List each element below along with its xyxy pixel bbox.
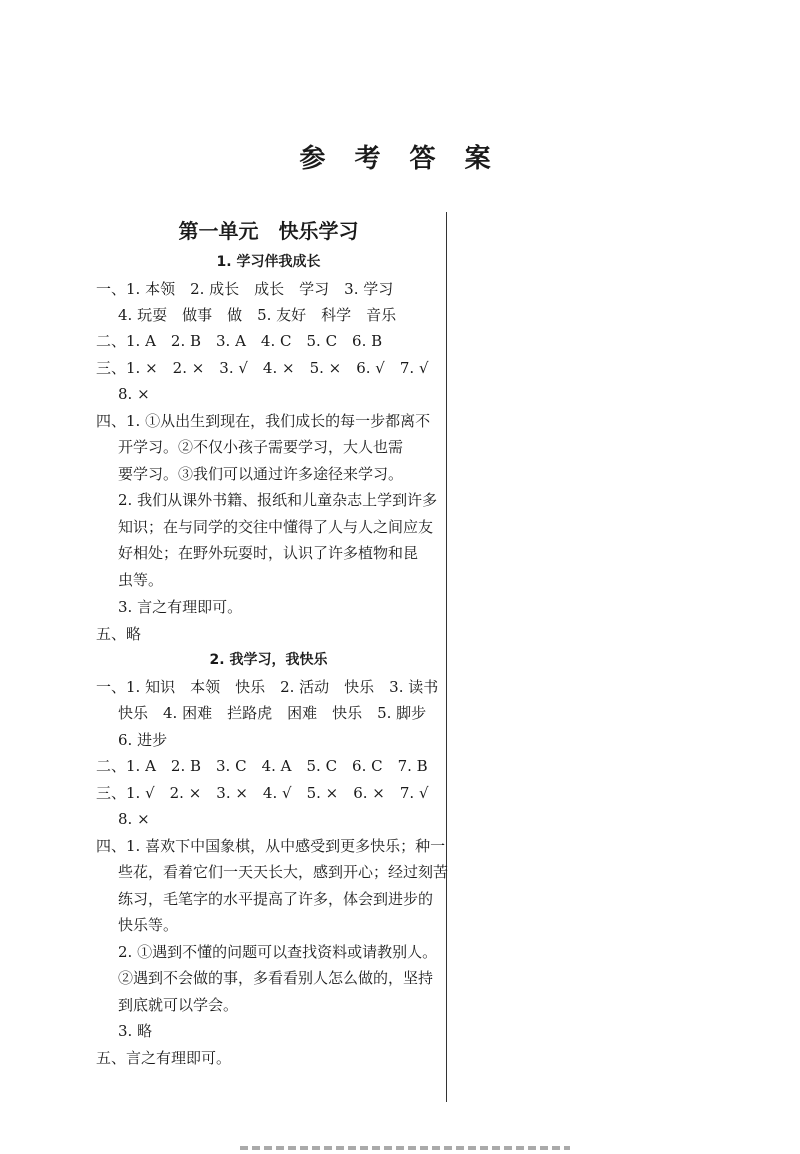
answer-line: 二、1. A 2. B 3. A 4. C 5. C 6. B xyxy=(96,332,383,350)
answer-line: 好相处；在野外玩耍时，认识了许多植物和昆 xyxy=(118,544,419,562)
answer-line: 8. × xyxy=(118,810,150,828)
answer-line: 到底就可以学会。 xyxy=(118,996,239,1014)
answer-line: 要学习。③我们可以通过许多途径来学习。 xyxy=(118,465,404,483)
answer-line: 6. 进步 xyxy=(118,731,168,749)
answer-line: 二、1. A 2. B 3. C 4. A 5. C 6. C 7. B xyxy=(96,757,428,775)
lesson-heading-1: 1. 学习伴我成长 xyxy=(216,254,321,270)
answer-line: 四、1. ①从出生到现在，我们成长的每一步都离不 xyxy=(96,412,431,430)
answer-line: 知识；在与同学的交往中懂得了人与人之间应友 xyxy=(118,518,434,536)
column-divider xyxy=(446,212,447,1102)
answer-line: 4. 玩耍 做事 做 5. 友好 科学 音乐 xyxy=(118,306,397,324)
answer-line: 2. 我们从课外书籍、报纸和儿童杂志上学到许多 xyxy=(118,491,438,509)
answer-line: ②遇到不会做的事，多看看别人怎么做的，坚持 xyxy=(118,969,434,987)
answer-line: 些花，看着它们一天天长大，感到开心；经过刻苦 xyxy=(118,863,449,881)
lesson-heading-2: 2. 我学习，我快乐 xyxy=(209,652,328,668)
answer-line: 四、1. 喜欢下中国象棋，从中感受到更多快乐；种一 xyxy=(96,837,446,855)
answer-line: 2. ①遇到不懂的问题可以查找资料或请教别人。 xyxy=(118,943,438,961)
answer-line: 3. 言之有理即可。 xyxy=(118,598,243,616)
answer-line: 三、1. × 2. × 3. √ 4. × 5. × 6. √ 7. √ xyxy=(96,359,429,377)
answer-line: 三、1. √ 2. × 3. × 4. √ 5. × 6. × 7. √ xyxy=(96,784,429,802)
answer-line: 开学习。②不仅小孩子需要学习，大人也需 xyxy=(118,438,404,456)
answer-line: 练习，毛笔字的水平提高了许多，体会到进步的 xyxy=(118,890,434,908)
answer-line: 虫等。 xyxy=(118,571,164,589)
unit-heading-1: 第一单元 快乐学习 xyxy=(178,219,359,243)
answer-line: 快乐等。 xyxy=(118,916,179,934)
cropped-footer xyxy=(240,1146,570,1150)
page-title: 参 考 答 案 xyxy=(299,144,501,174)
answer-line: 五、略 xyxy=(96,625,142,643)
answer-line: 一、1. 知识 本领 快乐 2. 活动 快乐 3. 读书 xyxy=(96,678,439,696)
answer-line: 一、1. 本领 2. 成长 成长 学习 3. 学习 xyxy=(96,280,394,298)
answer-line: 五、言之有理即可。 xyxy=(96,1049,232,1067)
answer-line: 3. 略 xyxy=(118,1022,153,1040)
answer-line: 快乐 4. 困难 拦路虎 困难 快乐 5. 脚步 xyxy=(118,704,427,722)
answer-line: 8. × xyxy=(118,385,150,403)
